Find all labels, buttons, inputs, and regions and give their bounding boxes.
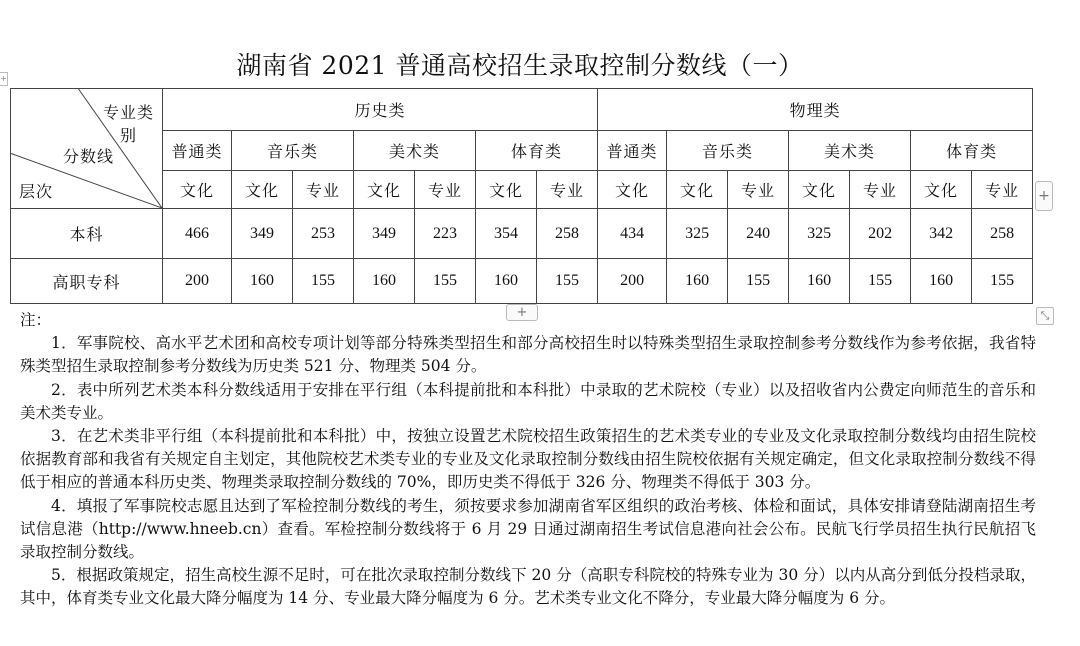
category-header[interactable]: 体育类 bbox=[476, 131, 598, 171]
subheader-cell[interactable]: 文化 bbox=[163, 171, 232, 209]
score-cell[interactable]: 155 bbox=[415, 259, 476, 304]
category-header[interactable]: 音乐类 bbox=[232, 131, 354, 171]
subheader-cell[interactable]: 专业 bbox=[537, 171, 598, 209]
header-row-groups bbox=[11, 89, 1033, 131]
score-cell[interactable]: 466 bbox=[163, 209, 232, 259]
corner-label-category: 专业类别 bbox=[102, 103, 154, 145]
score-cell[interactable]: 155 bbox=[537, 259, 598, 304]
resize-handle-icon[interactable]: ⤡ bbox=[1036, 307, 1054, 325]
group-header-physics[interactable]: 物理类 bbox=[598, 89, 1033, 131]
score-cell[interactable]: 160 bbox=[911, 259, 972, 304]
score-cell[interactable]: 349 bbox=[232, 209, 293, 259]
category-header[interactable]: 美术类 bbox=[789, 131, 911, 171]
add-column-button[interactable]: + bbox=[1035, 181, 1053, 211]
score-cell[interactable]: 325 bbox=[789, 209, 850, 259]
subheader-cell[interactable]: 专业 bbox=[850, 171, 911, 209]
score-cell[interactable]: 160 bbox=[667, 259, 728, 304]
score-cell[interactable]: 342 bbox=[911, 209, 972, 259]
header-row-categories bbox=[11, 131, 1033, 171]
note-item: 1．军事院校、高水平艺术团和高校专项计划等部分特殊类型招生和部分高校招生时以特殊类型招生录取控制参考分数线作为参考依据，我省特殊类型招生录取控制参考分数线为历史类 521 分、物理类 504 分。 bbox=[20, 334, 1036, 376]
score-table bbox=[10, 88, 1033, 304]
subheader-cell[interactable]: 文化 bbox=[911, 171, 972, 209]
category-header[interactable]: 美术类 bbox=[354, 131, 476, 171]
row-label-undergraduate[interactable]: 本科 bbox=[11, 209, 163, 259]
score-cell[interactable]: 160 bbox=[232, 259, 293, 304]
subheader-cell[interactable]: 文化 bbox=[598, 171, 667, 209]
score-cell[interactable]: 258 bbox=[537, 209, 598, 259]
score-cell[interactable]: 160 bbox=[354, 259, 415, 304]
notes-heading: 注： bbox=[20, 311, 52, 329]
note-item: 4．填报了军事院校志愿且达到了军检控制分数线的考生，须按要求参加湖南省军区组织的政治考核、体检和面试，具体安排请登陆湖南招生考试信息港（http://www.hneeb.cn）查看。军检控制分数线将于 6 月 29 日通过湖南招生考试信息港向社会公布。民航飞行学员招生执行民航招飞录取控制分数线。 bbox=[20, 496, 1036, 562]
subheader-cell[interactable]: 专业 bbox=[972, 171, 1033, 209]
subheader-cell[interactable]: 专业 bbox=[728, 171, 789, 209]
score-cell[interactable]: 155 bbox=[728, 259, 789, 304]
score-cell[interactable]: 349 bbox=[354, 209, 415, 259]
score-cell[interactable]: 160 bbox=[789, 259, 850, 304]
row-label-vocational[interactable]: 高职专科 bbox=[11, 259, 163, 304]
category-header[interactable]: 普通类 bbox=[163, 131, 232, 171]
score-cell[interactable]: 223 bbox=[415, 209, 476, 259]
score-cell[interactable]: 200 bbox=[598, 259, 667, 304]
subheader-cell[interactable]: 文化 bbox=[232, 171, 293, 209]
score-cell[interactable]: 354 bbox=[476, 209, 537, 259]
category-header[interactable]: 普通类 bbox=[598, 131, 667, 171]
notes-section bbox=[20, 309, 1036, 611]
note-item: 3．在艺术类非平行组（本科提前批和本科批）中，按独立设置艺术院校招生政策招生的艺术类专业的专业及文化录取控制分数线均由招生院校依据教育部和我省有关规定自主划定，其他院校艺术类专业的专业及文化录取控制分数线由招生院校依据有关规定确定，但文化录取控制分数线不得低于相应的普通本科历史类、物理类录取控制分数线的 70%，即历史类不得低于 326 分、物理类不得低于 303 分。 bbox=[20, 427, 1036, 492]
note-item: 5．根据政策规定，招生高校生源不足时，可在批次录取控制分数线下 20 分（高职专科院校的特殊专业为 30 分）以内从高分到低分投档录取，其中，体育类专业文化最大降分幅度为 14 分、专业最大降分幅度为 6 分。艺术类专业文化不降分，专业最大降分幅度为 6 分。 bbox=[20, 566, 1036, 608]
score-cell[interactable]: 258 bbox=[972, 209, 1033, 259]
subheader-cell[interactable]: 文化 bbox=[476, 171, 537, 209]
diagonal-corner-cell[interactable] bbox=[11, 89, 163, 209]
document-title: 湖南省 2021 普通高校招生录取控制分数线（一） bbox=[236, 51, 804, 80]
score-cell[interactable]: 325 bbox=[667, 209, 728, 259]
table-row bbox=[11, 209, 1033, 259]
table-move-handle[interactable]: + bbox=[0, 72, 8, 86]
table-row bbox=[11, 259, 1033, 304]
score-cell[interactable]: 155 bbox=[293, 259, 354, 304]
score-cell[interactable]: 202 bbox=[850, 209, 911, 259]
corner-label-score: 分数线 bbox=[63, 147, 115, 166]
score-cell[interactable]: 200 bbox=[163, 259, 232, 304]
subheader-cell[interactable]: 文化 bbox=[354, 171, 415, 209]
subheader-cell[interactable]: 专业 bbox=[293, 171, 354, 209]
score-cell[interactable]: 434 bbox=[598, 209, 667, 259]
group-header-history[interactable]: 历史类 bbox=[163, 89, 598, 131]
note-item: 2．表中所列艺术类本科分数线适用于安排在平行组（本科提前批和本科批）中录取的艺术院校（专业）以及招收省内公费定向师范生的音乐和美术类专业。 bbox=[20, 380, 1036, 422]
header-row-subjects bbox=[11, 171, 1033, 209]
score-cell[interactable]: 155 bbox=[850, 259, 911, 304]
score-cell[interactable]: 253 bbox=[293, 209, 354, 259]
subheader-cell[interactable]: 专业 bbox=[415, 171, 476, 209]
category-header[interactable]: 音乐类 bbox=[667, 131, 789, 171]
subheader-cell[interactable]: 文化 bbox=[667, 171, 728, 209]
category-header[interactable]: 体育类 bbox=[911, 131, 1033, 171]
score-cell[interactable]: 240 bbox=[728, 209, 789, 259]
add-row-button[interactable]: + bbox=[506, 304, 538, 321]
subheader-cell[interactable]: 文化 bbox=[789, 171, 850, 209]
score-cell[interactable]: 155 bbox=[972, 259, 1033, 304]
corner-label-level: 层次 bbox=[19, 182, 54, 201]
score-cell[interactable]: 160 bbox=[476, 259, 537, 304]
